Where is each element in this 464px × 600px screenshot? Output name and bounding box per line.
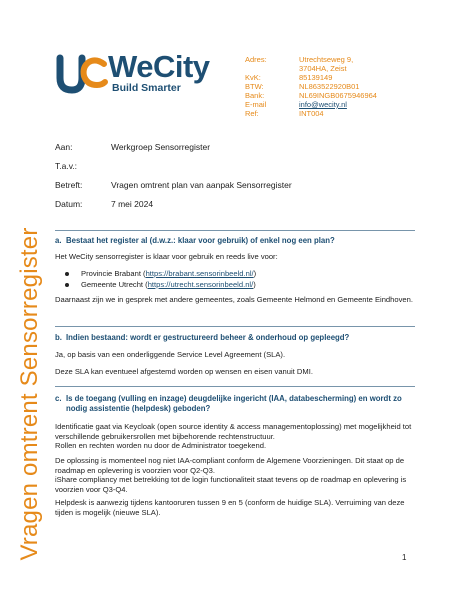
bullet-icon [65, 272, 69, 276]
letter-meta [55, 137, 292, 213]
list-item: Gemeente Utrecht (https://utrecht.sensorinbeeld.nl/) [55, 280, 256, 291]
section-c-p2: De oplossing is momenteel nog niet IAA-compliant conform de Algemene Voorzieningen. Dit staat op de roadmap en oplevering is voorzien voor Q2-Q3. iShare compliancy met betrekking tot de login functionaliteit staat tevens op de roadmap en oplevering is voorzien voor Q3-Q4. [55, 456, 407, 494]
contact-row: Bank: NL69INGB0675946964 [245, 91, 377, 100]
section-b-p1: Ja, op basis van een onderliggende Service Level Agreement (SLA). [55, 350, 286, 359]
section-b-heading: b. Indien bestaand: wordt er gestructureerd beheer & onderhoud op gepleegd? [55, 333, 350, 342]
logo-name: WeCity [108, 49, 210, 84]
contact-row: KvK: 85139149 [245, 73, 333, 82]
section-b-p2: Deze SLA kan eventueel afgestemd worden op wensen en eisen vanuit DMI. [55, 367, 313, 376]
list-item: Provincie Brabant (https://brabant.sensorinbeeld.nl/) [55, 269, 256, 280]
section-c-p3: Helpdesk is aanwezig tijdens kantooruren tussen 9 en 5 (conform de huidige SLA). Verruiming van deze tijden is mogelijk (nieuwe SLA). [55, 498, 405, 517]
meta-row-datum: Datum: 7 mei 2024 [55, 198, 154, 209]
wecity-logo-mark-icon [56, 52, 110, 96]
section-a-heading: a. Bestaat het register al (d.w.z.: klaar voor gebruik) of enkel nog een plan? [55, 236, 335, 245]
section-a-list [55, 269, 256, 290]
page-number: 1 [402, 553, 407, 562]
bullet-icon [65, 283, 69, 287]
section-divider [55, 326, 415, 327]
contact-row: E-mail info@wecity.nl [245, 100, 347, 109]
section-c-p1: Identificatie gaat via Keycloak (open source identity & access managementoplossing) met mogelijkheid tot verschillende gebruikersrollen met bijbehorende rechtenstructuur. Rollen en rechten worden nu door de Administrator toegekend. [55, 422, 412, 451]
section-c-heading: c. Is de toegang (vulling en inzage) deugdelijke ingericht (IAA, databescherming) en wordt zo nodig assistentie (helpdesk) geboden? [55, 394, 402, 413]
logo-tagline: Build Smarter [112, 82, 181, 94]
meta-row-betreft: Betreft: Vragen omtrent plan van aanpak Sensorregister [55, 179, 292, 190]
contact-row: Ref: INT004 [245, 109, 324, 118]
utrecht-link[interactable]: https://utrecht.sensorinbeeld.nl/ [147, 279, 254, 289]
contact-row: 3704HA, Zeist [299, 64, 347, 73]
side-title: Vragen omtrent Sensorregister [16, 227, 43, 561]
contact-row: BTW: NL863522920B01 [245, 82, 360, 91]
meta-row-aan: Aan: Werkgroep Sensorregister [55, 141, 211, 152]
email-link[interactable]: info@wecity.nl [299, 100, 347, 109]
brabant-link[interactable]: https://brabant.sensorinbeeld.nl/ [145, 269, 254, 278]
contact-block [245, 55, 377, 118]
section-divider [55, 230, 415, 231]
contact-row: Adres: Utrechtseweg 9, [245, 55, 354, 64]
section-divider [55, 386, 415, 387]
meta-row-tav: T.a.v.: [55, 160, 78, 171]
section-a-outro: Daarnaast zijn we in gesprek met andere gemeentes, zoals Gemeente Helmond en Gemeente Eindhoven. [55, 295, 413, 304]
section-a-intro: Het WeCity sensorregister is klaar voor gebruik en reeds live voor: [55, 252, 278, 261]
wecity-logo [56, 49, 216, 96]
